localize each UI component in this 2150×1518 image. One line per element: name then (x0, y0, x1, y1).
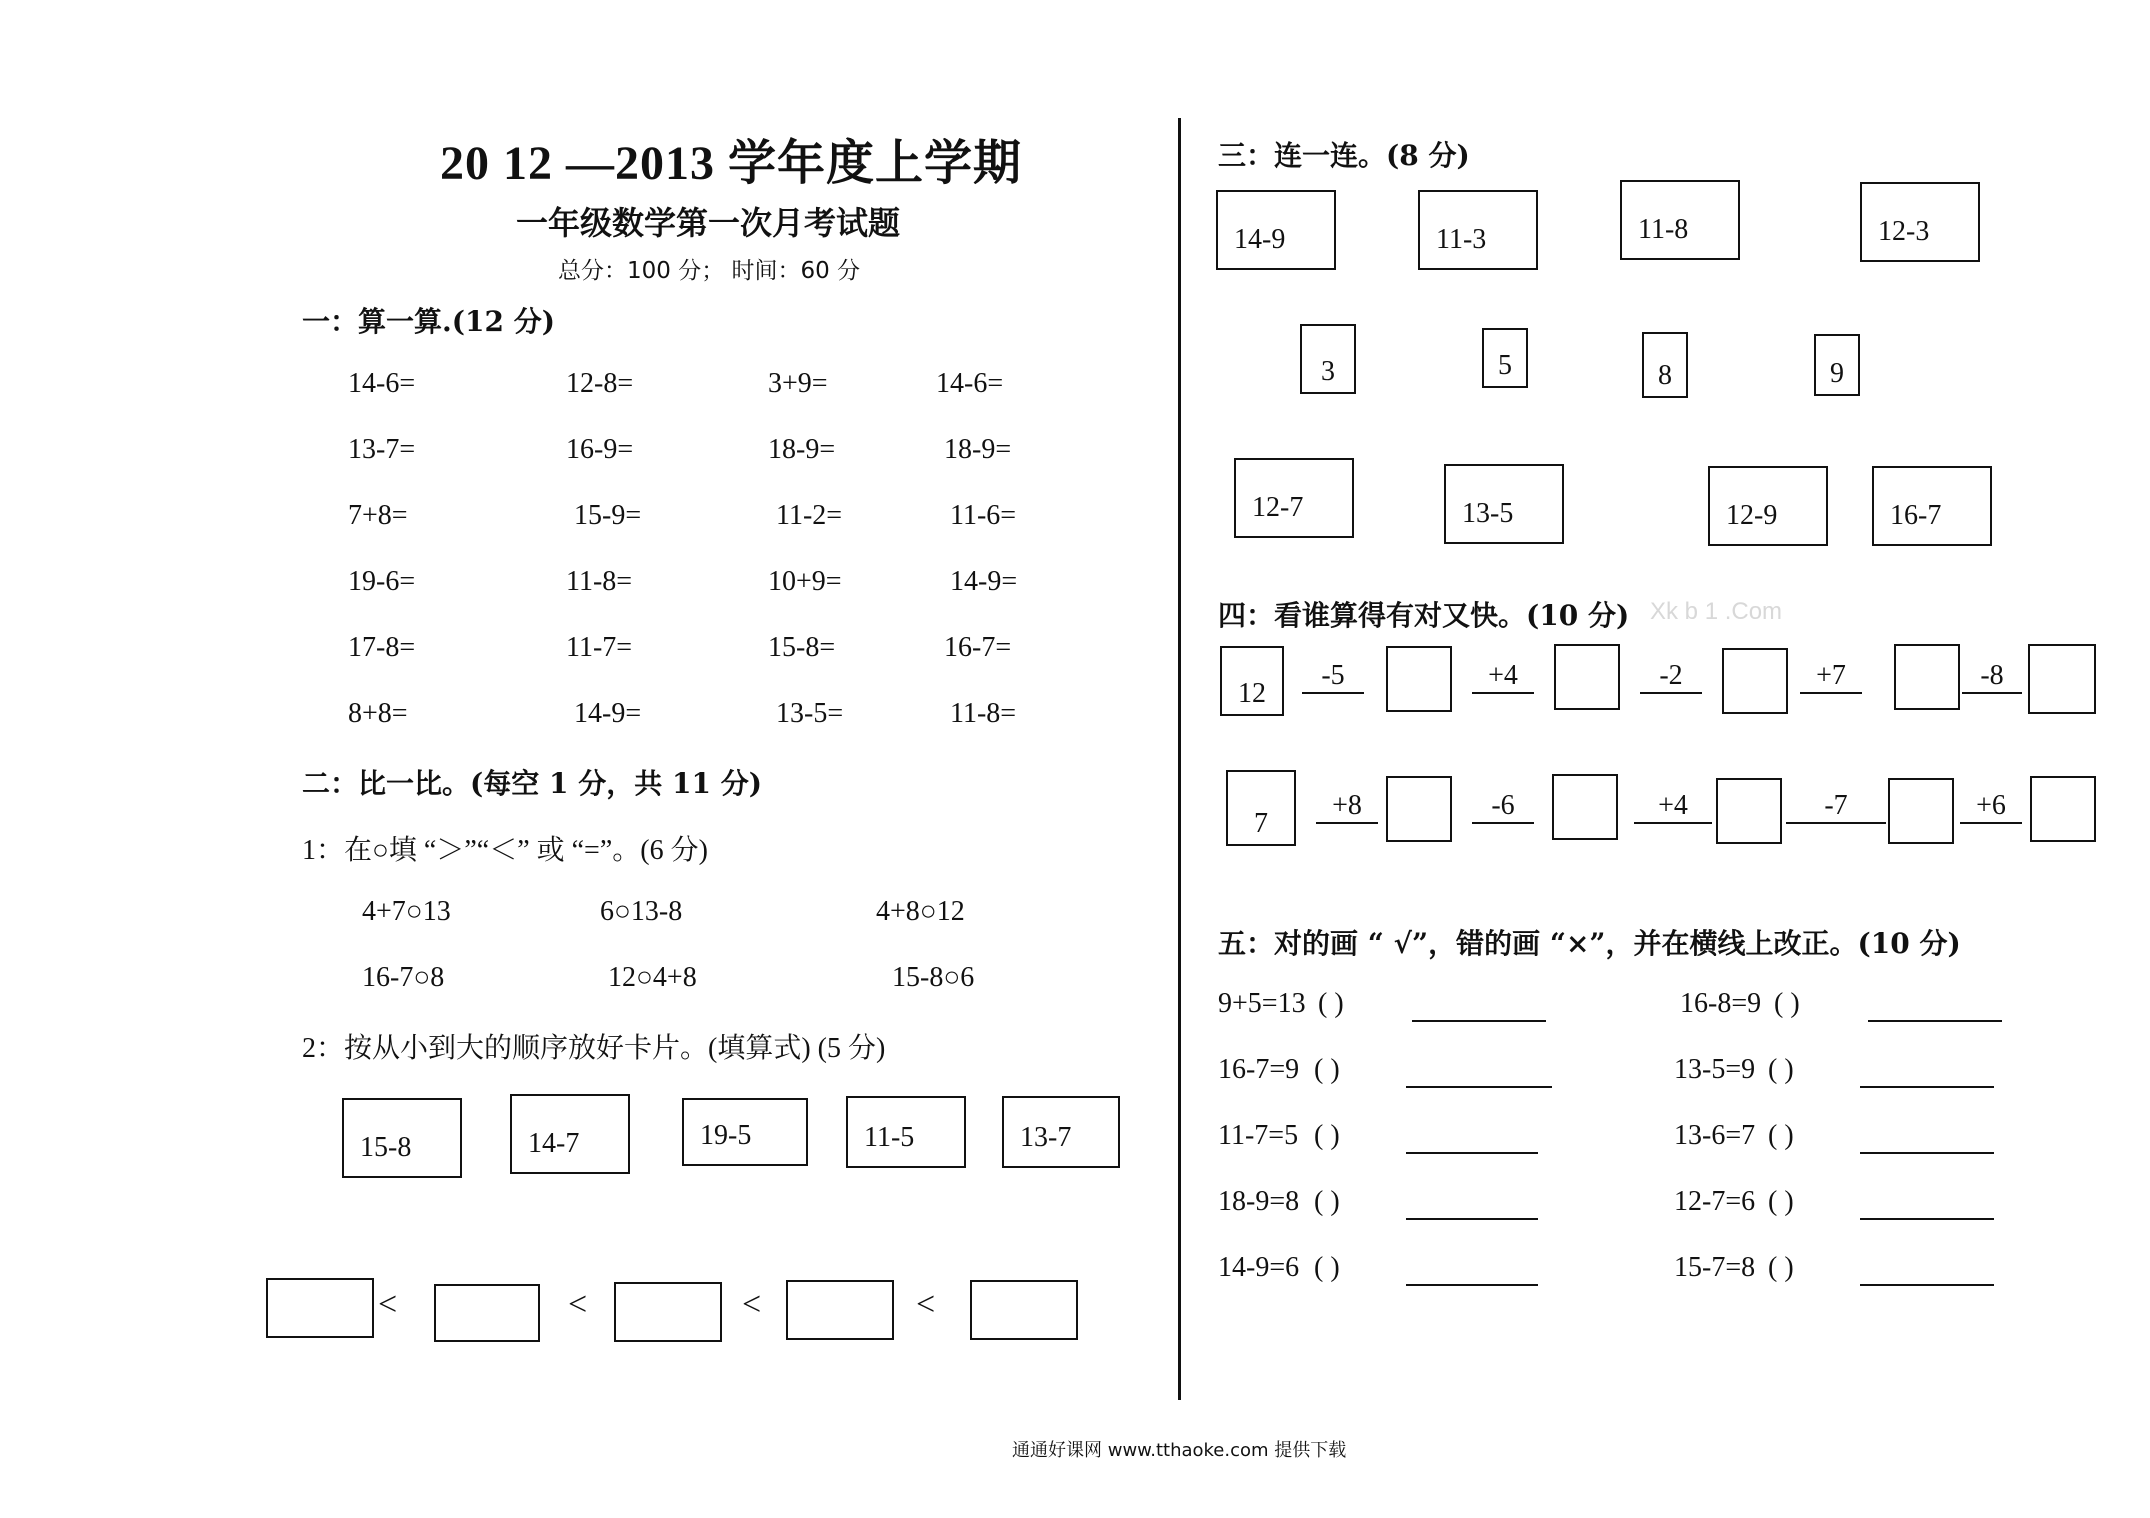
answer-box[interactable] (614, 1282, 722, 1342)
problem: 14-6= (936, 368, 1004, 399)
problem: 12-8= (566, 368, 634, 399)
judge-parens[interactable]: ( ) (1768, 1186, 1794, 1217)
chain-start-box: 7 (1226, 770, 1296, 846)
card: 11-5 (846, 1096, 966, 1168)
compare-item: 4+8○12 (876, 896, 965, 927)
match-number-box[interactable]: 3 (1300, 324, 1356, 394)
match-number-box[interactable]: 9 (1814, 334, 1860, 396)
chain-operator: +6 (1960, 790, 2022, 824)
problem: 11-6= (950, 500, 1017, 531)
correction-equation: 15-7=8 (1674, 1252, 1756, 1283)
chain-operator: -6 (1472, 790, 1534, 824)
compare-item: 15-8○6 (892, 962, 975, 993)
card: 19-5 (682, 1098, 808, 1166)
section1-heading: 一：算一算.(12 分) (302, 305, 555, 338)
chain-operator: -8 (1962, 660, 2022, 694)
section2-q1: 1：在○填 “＞”“＜” 或 “=”。(6 分) (302, 835, 708, 866)
exam-info: 总分：100 分； 时间：60 分 (558, 258, 861, 284)
match-bottom-box[interactable]: 16-7 (1872, 466, 1992, 546)
problem: 14-9= (950, 566, 1018, 597)
problem: 15-8= (768, 632, 836, 663)
correction-line[interactable] (1868, 1020, 2002, 1022)
card: 13-7 (1002, 1096, 1120, 1168)
correction-line[interactable] (1406, 1218, 1538, 1220)
problem: 18-9= (944, 434, 1012, 465)
chain-answer-box[interactable] (1386, 776, 1452, 842)
problem: 15-9= (574, 500, 642, 531)
correction-equation: 12-7=6 (1674, 1186, 1756, 1217)
judge-parens[interactable]: ( ) (1314, 1120, 1340, 1151)
correction-line[interactable] (1860, 1218, 1994, 1220)
correction-equation: 14-9=6 (1218, 1252, 1300, 1283)
problem: 13-7= (348, 434, 416, 465)
judge-parens[interactable]: ( ) (1318, 988, 1344, 1019)
match-bottom-box[interactable]: 12-7 (1234, 458, 1354, 538)
correction-line[interactable] (1860, 1152, 1994, 1154)
correction-equation: 16-7=9 (1218, 1054, 1300, 1085)
match-bottom-box[interactable]: 13-5 (1444, 464, 1564, 544)
section3-heading: 三：连一连。(8 分) (1218, 139, 1470, 172)
match-top-box[interactable]: 11-8 (1620, 180, 1740, 260)
problem: 3+9= (768, 368, 828, 399)
section2-heading: 二：比一比。(每空 1 分，共 11 分) (302, 767, 762, 800)
card: 15-8 (342, 1098, 462, 1178)
compare-item: 16-7○8 (362, 962, 445, 993)
match-top-box[interactable]: 12-3 (1860, 182, 1980, 262)
less-than-sign: < (916, 1286, 936, 1323)
problem: 11-7= (566, 632, 633, 663)
section4-heading: 四：看谁算得有对又快。(10 分) (1218, 599, 1630, 632)
problem: 16-9= (566, 434, 634, 465)
problem: 11-8= (566, 566, 633, 597)
less-than-sign: < (378, 1286, 398, 1323)
chain-answer-box[interactable] (1888, 778, 1954, 844)
correction-equation: 9+5=13 (1218, 988, 1306, 1019)
problem: 11-8= (950, 698, 1017, 729)
chain-answer-box[interactable] (1722, 648, 1788, 714)
correction-equation: 13-6=7 (1674, 1120, 1756, 1151)
judge-parens[interactable]: ( ) (1314, 1054, 1340, 1085)
answer-box[interactable] (786, 1280, 894, 1340)
judge-parens[interactable]: ( ) (1314, 1186, 1340, 1217)
match-top-box[interactable]: 14-9 (1216, 190, 1336, 270)
match-number-box[interactable]: 5 (1482, 328, 1528, 388)
match-number-box[interactable]: 8 (1642, 332, 1688, 398)
correction-line[interactable] (1412, 1020, 1546, 1022)
chain-answer-box[interactable] (2028, 644, 2096, 714)
problem: 17-8= (348, 632, 416, 663)
match-bottom-box[interactable]: 12-9 (1708, 466, 1828, 546)
exam-subtitle: 一年级数学第一次月考试题 (516, 205, 901, 241)
judge-parens[interactable]: ( ) (1774, 988, 1800, 1019)
chain-operator: +4 (1472, 660, 1534, 694)
problem: 18-9= (768, 434, 836, 465)
correction-equation: 18-9=8 (1218, 1186, 1300, 1217)
chain-operator: -2 (1640, 660, 1702, 694)
chain-operator: -7 (1786, 790, 1886, 824)
correction-line[interactable] (1860, 1086, 1994, 1088)
match-top-box[interactable]: 11-3 (1418, 190, 1538, 270)
judge-parens[interactable]: ( ) (1768, 1120, 1794, 1151)
judge-parens[interactable]: ( ) (1768, 1054, 1794, 1085)
correction-equation: 11-7=5 (1218, 1120, 1299, 1151)
chain-operator: -5 (1302, 660, 1364, 694)
answer-box[interactable] (266, 1278, 374, 1338)
correction-line[interactable] (1860, 1284, 1994, 1286)
chain-answer-box[interactable] (1386, 646, 1452, 712)
problem: 10+9= (768, 566, 842, 597)
exam-title: 20 12 —2013 学年度上学期 (440, 137, 1023, 190)
watermark-text: Xk b 1 .Com (1650, 598, 1783, 625)
problem: 19-6= (348, 566, 416, 597)
answer-box[interactable] (434, 1284, 540, 1342)
chain-answer-box[interactable] (1894, 644, 1960, 710)
correction-line[interactable] (1406, 1152, 1538, 1154)
judge-parens[interactable]: ( ) (1314, 1252, 1340, 1283)
chain-answer-box[interactable] (1716, 778, 1782, 844)
chain-start-box: 12 (1220, 646, 1284, 716)
problem: 8+8= (348, 698, 408, 729)
card: 14-7 (510, 1094, 630, 1174)
less-than-sign: < (742, 1286, 762, 1323)
section5-heading: 五：对的画 “ √”，错的画 “×”，并在横线上改正。(10 分) (1218, 927, 1961, 960)
chain-answer-box[interactable] (1554, 644, 1620, 710)
compare-item: 6○13-8 (600, 896, 683, 927)
problem: 14-6= (348, 368, 416, 399)
problem: 11-2= (776, 500, 843, 531)
problem: 13-5= (776, 698, 844, 729)
problem: 7+8= (348, 500, 408, 531)
chain-answer-box[interactable] (1552, 774, 1618, 840)
chain-operator: +7 (1800, 660, 1862, 694)
problem: 16-7= (944, 632, 1012, 663)
problem: 14-9= (574, 698, 642, 729)
section2-q2: 2：按从小到大的顺序放好卡片。(填算式) (5 分) (302, 1033, 886, 1064)
correction-equation: 13-5=9 (1674, 1054, 1756, 1085)
chain-answer-box[interactable] (2030, 776, 2096, 842)
footer-text: 通通好课网 www.tthaoke.com 提供下载 (1012, 1440, 1347, 1461)
answer-box[interactable] (970, 1280, 1078, 1340)
chain-operator: +8 (1316, 790, 1378, 824)
less-than-sign: < (568, 1286, 588, 1323)
compare-item: 12○4+8 (608, 962, 697, 993)
correction-line[interactable] (1406, 1284, 1538, 1286)
chain-operator: +4 (1634, 790, 1712, 824)
compare-item: 4+7○13 (362, 896, 451, 927)
column-divider (1178, 118, 1181, 1400)
judge-parens[interactable]: ( ) (1768, 1252, 1794, 1283)
correction-equation: 16-8=9 (1680, 988, 1762, 1019)
correction-line[interactable] (1406, 1086, 1552, 1088)
